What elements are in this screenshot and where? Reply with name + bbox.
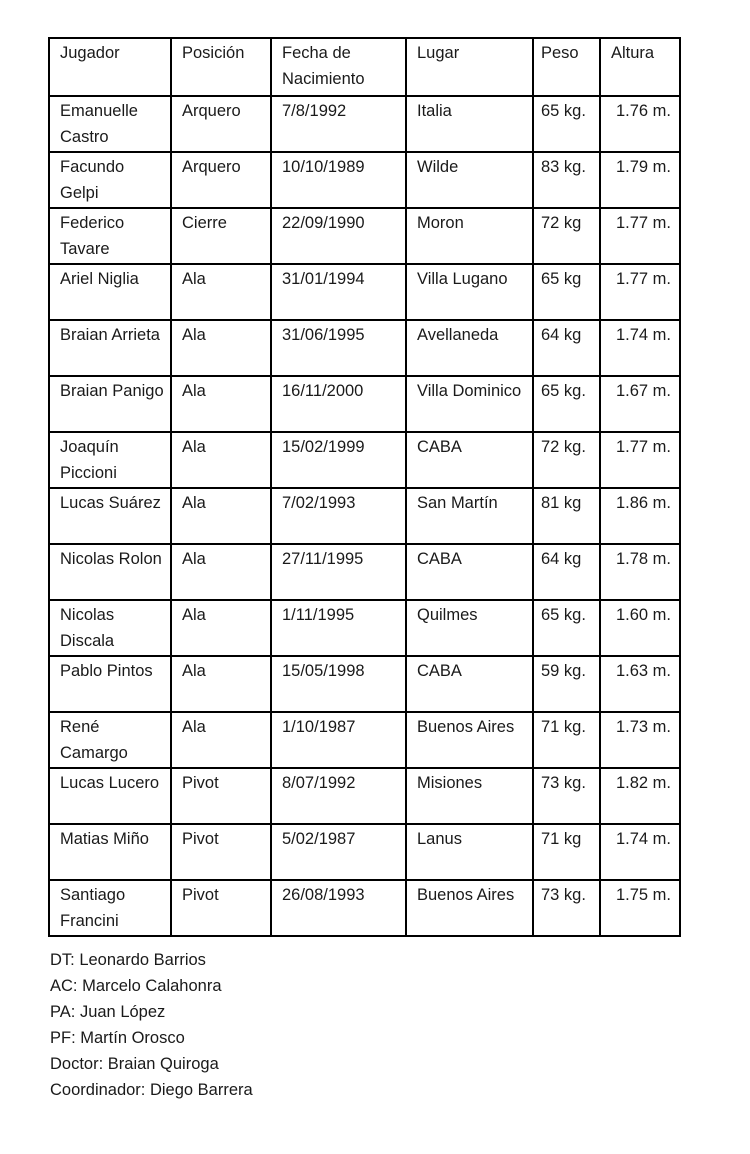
cell-posicion: Ala	[171, 712, 271, 768]
table-row	[49, 96, 680, 152]
cell-jugador: Pablo Pintos	[49, 656, 171, 712]
cell-lugar: Moron	[406, 208, 533, 264]
cell-fecha-nacimiento: 1/11/1995	[271, 600, 406, 656]
cell-fecha-nacimiento: 31/06/1995	[271, 320, 406, 376]
cell-jugador: Joaquín Piccioni	[49, 432, 171, 488]
header-fecha-nacimiento: Fecha de Nacimiento	[271, 38, 406, 96]
cell-lugar: Misiones	[406, 768, 533, 824]
cell-jugador: Ariel Niglia	[49, 264, 171, 320]
staff-item: Coordinador: Diego Barrera	[50, 1081, 253, 1099]
cell-jugador: Lucas Lucero	[49, 768, 171, 824]
cell-posicion: Pivot	[171, 880, 271, 936]
cell-lugar: CABA	[406, 544, 533, 600]
cell-posicion: Cierre	[171, 208, 271, 264]
cell-posicion: Ala	[171, 544, 271, 600]
cell-lugar: Buenos Aires	[406, 712, 533, 768]
staff-item: AC: Marcelo Calahonra	[50, 977, 222, 995]
cell-peso: 64 kg	[533, 544, 600, 600]
cell-fecha-nacimiento: 5/02/1987	[271, 824, 406, 880]
cell-jugador: Emanuelle Castro	[49, 96, 171, 152]
cell-posicion: Pivot	[171, 824, 271, 880]
table-row	[49, 768, 680, 824]
table-row	[49, 432, 680, 488]
table-row	[49, 824, 680, 880]
cell-jugador: Braian Panigo	[49, 376, 171, 432]
cell-fecha-nacimiento: 31/01/1994	[271, 264, 406, 320]
cell-peso: 65 kg.	[533, 96, 600, 152]
cell-peso: 59 kg.	[533, 656, 600, 712]
cell-peso: 73 kg.	[533, 768, 600, 824]
cell-altura: 1.60 m.	[600, 600, 680, 656]
cell-altura: 1.77 m.	[600, 208, 680, 264]
cell-altura: 1.63 m.	[600, 656, 680, 712]
cell-fecha-nacimiento: 27/11/1995	[271, 544, 406, 600]
cell-posicion: Ala	[171, 320, 271, 376]
roster-table	[48, 37, 681, 937]
cell-fecha-nacimiento: 22/09/1990	[271, 208, 406, 264]
cell-altura: 1.82 m.	[600, 768, 680, 824]
cell-fecha-nacimiento: 15/05/1998	[271, 656, 406, 712]
cell-altura: 1.77 m.	[600, 432, 680, 488]
cell-jugador: Nicolas Discala	[49, 600, 171, 656]
cell-altura: 1.74 m.	[600, 824, 680, 880]
table-row	[49, 544, 680, 600]
header-posicion: Posición	[171, 38, 271, 96]
table-row	[49, 656, 680, 712]
cell-lugar: Villa Dominico	[406, 376, 533, 432]
cell-jugador: Braian Arrieta	[49, 320, 171, 376]
cell-posicion: Ala	[171, 656, 271, 712]
cell-peso: 65 kg.	[533, 376, 600, 432]
table-row	[49, 712, 680, 768]
table-row	[49, 264, 680, 320]
cell-lugar: CABA	[406, 656, 533, 712]
cell-lugar: Wilde	[406, 152, 533, 208]
staff-item: PF: Martín Orosco	[50, 1029, 185, 1047]
cell-peso: 83 kg.	[533, 152, 600, 208]
table-row	[49, 880, 680, 936]
header-jugador: Jugador	[49, 38, 171, 96]
cell-altura: 1.75 m.	[600, 880, 680, 936]
staff-item: PA: Juan López	[50, 1003, 166, 1021]
cell-fecha-nacimiento: 10/10/1989	[271, 152, 406, 208]
cell-jugador: Matias Miño	[49, 824, 171, 880]
cell-altura: 1.86 m.	[600, 488, 680, 544]
cell-lugar: Villa Lugano	[406, 264, 533, 320]
table-row	[49, 376, 680, 432]
cell-jugador: René Camargo	[49, 712, 171, 768]
cell-posicion: Ala	[171, 488, 271, 544]
cell-jugador: Nicolas Rolon	[49, 544, 171, 600]
table-row	[49, 600, 680, 656]
cell-lugar: San Martín	[406, 488, 533, 544]
cell-peso: 72 kg	[533, 208, 600, 264]
cell-fecha-nacimiento: 26/08/1993	[271, 880, 406, 936]
cell-posicion: Arquero	[171, 96, 271, 152]
table-row	[49, 488, 680, 544]
staff-item: DT: Leonardo Barrios	[50, 951, 206, 969]
table-row	[49, 152, 680, 208]
header-lugar: Lugar	[406, 38, 533, 96]
cell-posicion: Ala	[171, 376, 271, 432]
cell-altura: 1.76 m.	[600, 96, 680, 152]
cell-peso: 73 kg.	[533, 880, 600, 936]
roster-table-header	[49, 38, 680, 96]
cell-fecha-nacimiento: 15/02/1999	[271, 432, 406, 488]
cell-peso: 65 kg	[533, 264, 600, 320]
cell-lugar: Lanus	[406, 824, 533, 880]
cell-posicion: Ala	[171, 600, 271, 656]
cell-jugador: Santiago Francini	[49, 880, 171, 936]
table-row	[49, 208, 680, 264]
cell-lugar: Avellaneda	[406, 320, 533, 376]
cell-posicion: Ala	[171, 432, 271, 488]
cell-fecha-nacimiento: 7/02/1993	[271, 488, 406, 544]
header-peso: Peso	[533, 38, 600, 96]
cell-peso: 71 kg.	[533, 712, 600, 768]
cell-altura: 1.78 m.	[600, 544, 680, 600]
cell-posicion: Pivot	[171, 768, 271, 824]
cell-fecha-nacimiento: 1/10/1987	[271, 712, 406, 768]
cell-peso: 81 kg	[533, 488, 600, 544]
cell-altura: 1.73 m.	[600, 712, 680, 768]
cell-altura: 1.74 m.	[600, 320, 680, 376]
cell-posicion: Ala	[171, 264, 271, 320]
staff-list	[50, 947, 253, 1103]
header-altura: Altura	[600, 38, 680, 96]
cell-lugar: Italia	[406, 96, 533, 152]
cell-altura: 1.67 m.	[600, 376, 680, 432]
cell-fecha-nacimiento: 8/07/1992	[271, 768, 406, 824]
cell-fecha-nacimiento: 16/11/2000	[271, 376, 406, 432]
cell-altura: 1.77 m.	[600, 264, 680, 320]
table-row	[49, 320, 680, 376]
cell-peso: 65 kg.	[533, 600, 600, 656]
cell-jugador: Facundo Gelpi	[49, 152, 171, 208]
header-row	[49, 38, 680, 96]
cell-fecha-nacimiento: 7/8/1992	[271, 96, 406, 152]
cell-posicion: Arquero	[171, 152, 271, 208]
cell-jugador: Lucas Suárez	[49, 488, 171, 544]
cell-peso: 64 kg	[533, 320, 600, 376]
cell-lugar: Quilmes	[406, 600, 533, 656]
cell-jugador: Federico Tavare	[49, 208, 171, 264]
staff-item: Doctor: Braian Quiroga	[50, 1055, 219, 1073]
cell-lugar: Buenos Aires	[406, 880, 533, 936]
cell-altura: 1.79 m.	[600, 152, 680, 208]
cell-lugar: CABA	[406, 432, 533, 488]
cell-peso: 72 kg.	[533, 432, 600, 488]
roster-table-body	[49, 96, 680, 936]
cell-peso: 71 kg	[533, 824, 600, 880]
